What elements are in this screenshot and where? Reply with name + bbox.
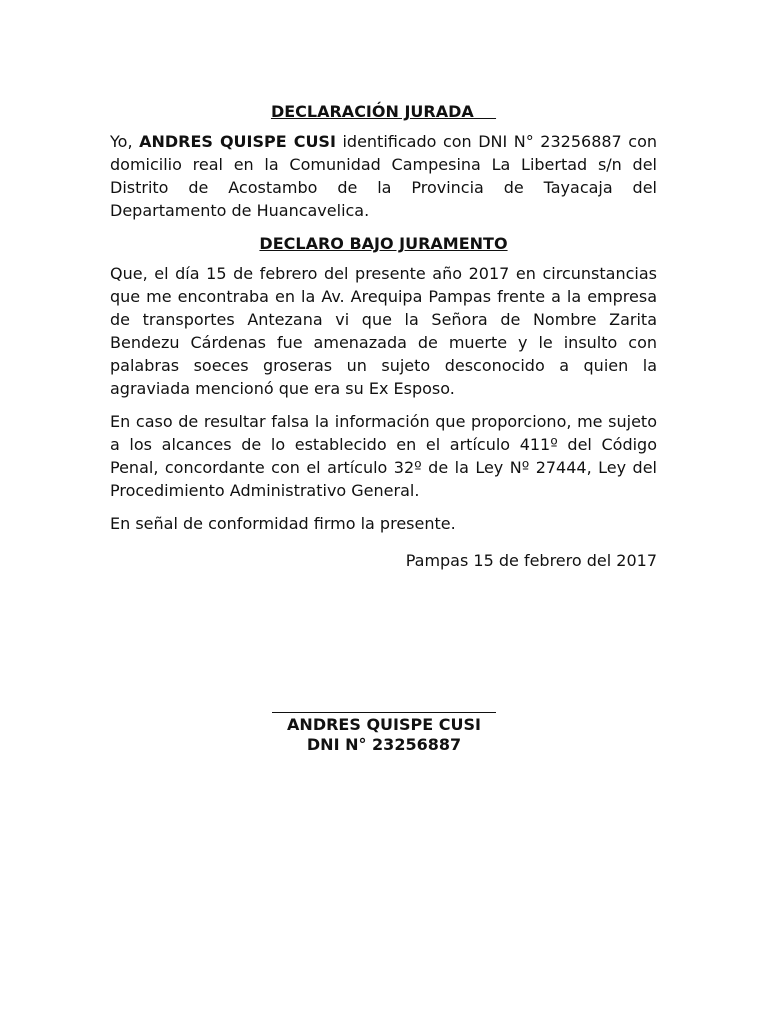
conformity-paragraph: En señal de conformidad firmo la presente.	[110, 514, 456, 533]
signature-line	[272, 712, 496, 713]
signature-dni: DNI N° 23256887	[306, 735, 462, 754]
document-title: DECLARACIÓN JURADA	[270, 102, 497, 121]
signature-name: ANDRES QUISPE CUSI	[287, 715, 481, 734]
legal-paragraph: En caso de resultar falsa la información que proporciono, me sujeto a los alcances de lo establecido en el artículo 411º del Código Penal, concordante con el artículo 32º de la Ley Nº 27444, Ley del Procedimiento Administrativo General.	[110, 412, 657, 500]
intro-prefix: Yo,	[110, 132, 140, 151]
signature-block	[272, 712, 496, 755]
intro-rest: identificado con DNI N° 23256887 con domicilio real en la Comunidad Campesina La Libertad s/n del Distrito de Acostambo de la Provincia de Tayacaja del Departamento de Huancavelica.	[110, 132, 658, 220]
declarant-name: ANDRES QUISPE CUSI	[139, 132, 336, 151]
document-body	[110, 100, 657, 572]
facts-paragraph: Que, el día 15 de febrero del presente año 2017 en circunstancias que me encontraba en la Av. Arequipa Pampas frente a la empresa de transportes Antezana vi que la Señora de Nombre Zarita Bendezu Cárdenas fue amenazada de muerte y le insulto con palabras soeces groseras un sujeto desconocido a quien la agraviada mencionó que era su Ex Esposo.	[110, 264, 657, 398]
declaration-heading: DECLARO BAJO JURAMENTO	[259, 234, 508, 253]
place-date: Pampas 15 de febrero del 2017	[405, 551, 657, 570]
intro-paragraph	[110, 130, 657, 222]
